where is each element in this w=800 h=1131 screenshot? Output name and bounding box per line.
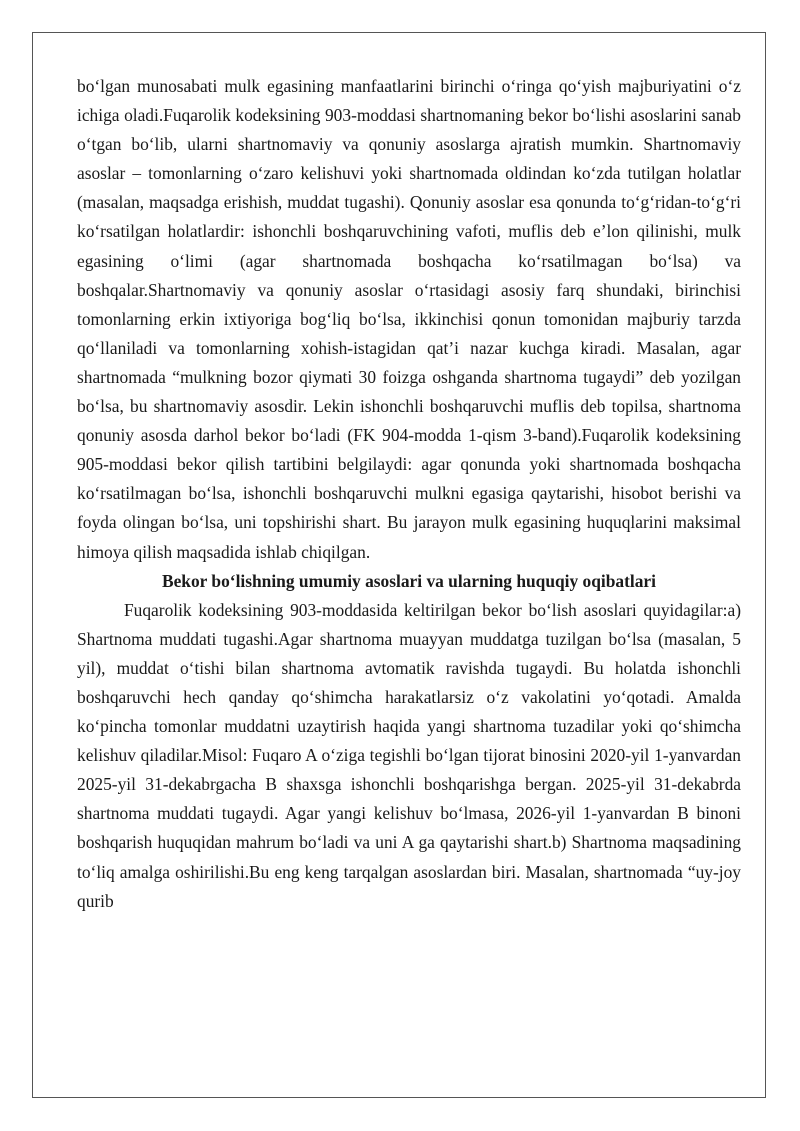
section-heading: Bekor bo‘lishning umumiy asoslari va ularning huquqiy oqibatlari: [161, 570, 656, 591]
document-body: [77, 72, 741, 916]
body-paragraph: Fuqarolik kodeksining 903-moddasida keltirilgan bekor bo‘lish asoslari quyidagilar:a) Shartnoma muddati tugashi.Agar shartnoma muayyan muddatga tuzilgan bo‘lsa (masalan, 5 yil), muddat o‘tishi bilan shartnoma avtomatik ravishda tugaydi. Bu holatda ishonchli boshqaruvchi hech qanday qo‘shimcha harakatlarsiz o‘z vakolatini yo‘qotadi. Amalda ko‘pincha tomonlar muddatni uzaytirish haqida yangi shartnoma tuzadilar yoki qo‘shimcha kelishuv qiladilar.Misol: Fuqaro A o‘ziga tegishli bo‘lgan tijorat binosini 2020-yil 1-yanvardan 2025-yil 31-dekabrgacha B shaxsga ishonchli boshqarishga bergan. 2025-yil 31-dekabrda shartnoma muddati tugaydi. Agar yangi kelishuv bo‘lmasa, 2026-yil 1-yanvardan B binoni boshqarish huquqidan mahrum bo‘ladi va uni A ga qaytarishi shart.b) Shartnoma maqsadining to‘liq amalga oshirilishi.Bu eng keng tarqalgan asoslardan biri. Masalan, shartnomada “uy-joy qurib: [77, 599, 741, 911]
body-paragraph: bo‘lgan munosabati mulk egasining manfaatlarini birinchi o‘ringa qo‘yish majburiyatini o‘z ichiga oladi.Fuqarolik kodeksining 903-moddasi shartnomaning bekor bo‘lishi asoslarini sanab o‘tgan bo‘lib, ularni shartnomaviy va qonuniy asoslarga ajratish mumkin. Shartnomaviy asoslar – tomonlarning o‘zaro kelishuvi yoki shartnomada oldindan ko‘zda tutilgan holatlar (masalan, maqsadga erishish, muddat tugashi). Qonuniy asoslar esa qonunda to‘g‘ridan-to‘g‘ri ko‘rsatilgan holatlardir: ishonchli boshqaruvchining vafoti, muflis deb e’lon qilinishi, mulk egasining o‘limi (agar shartnomada boshqacha ko‘rsatilmagan bo‘lsa) va boshqalar.Shartnomaviy va qonuniy asoslar o‘rtasidagi asosiy farq shundaki, birinchisi tomonlarning erkin ixtiyoriga bog‘liq bo‘lsa, ikkinchisi qonun tomonidan majburiy tarzda qo‘llaniladi va tomonlarning xohish-istagidan qat’i nazar kuchga kiradi. Masalan, agar shartnomada “mulkning bozor qiymati 30 foizga oshganda shartnoma tugaydi” deb yozilgan bo‘lsa, bu shartnomaviy asosdir. Lekin ishonchli boshqaruvchi muflis deb topilsa, shartnoma qonuniy asosda darhol bekor bo‘ladi (FK 904-modda 1-qism 3-band).Fuqarolik kodeksining 905-moddasi bekor qilish tartibini belgilaydi: agar qonunda yoki shartnomada boshqacha ko‘rsatilmagan bo‘lsa, ishonchli boshqaruvchi mulkni egasiga qaytarishi, hisobot berishi va foyda olingan bo‘lsa, uni topshirishi shart. Bu jarayon mulk egasining huquqlarini maksimal himoya qilish maqsadida ishlab chiqilgan.: [77, 76, 741, 562]
